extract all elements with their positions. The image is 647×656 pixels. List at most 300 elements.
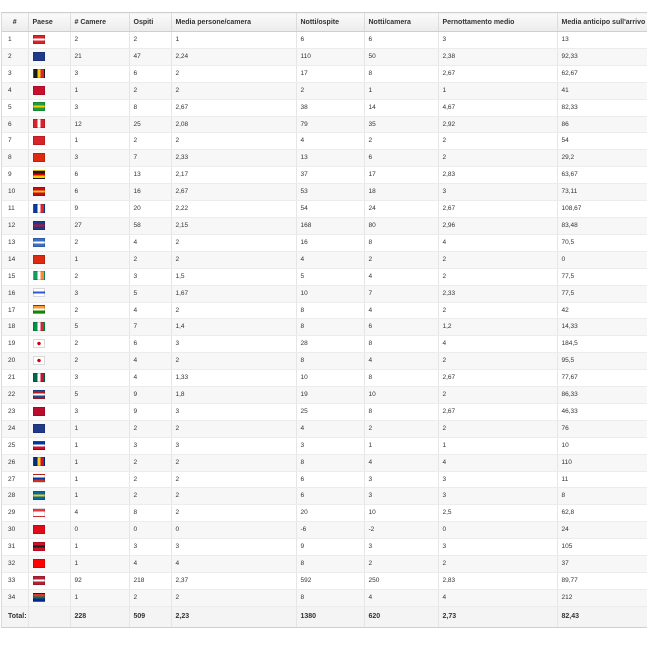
cell-avg-advance: 110 xyxy=(557,454,647,471)
cell-nights-room: 6 xyxy=(364,150,438,167)
cell-guests: 4 xyxy=(129,353,171,370)
cell-rooms: 1 xyxy=(70,82,129,99)
cell-nights-room: 4 xyxy=(364,268,438,285)
cell-rooms: 2 xyxy=(70,336,129,353)
korea-flag-icon xyxy=(33,356,45,365)
cell-nights-room: 3 xyxy=(364,471,438,488)
cell-rooms: 0 xyxy=(70,522,129,539)
cell-avg-stay: 2 xyxy=(438,420,557,437)
table-row xyxy=(2,353,647,370)
cell-avg-people-room: 1,4 xyxy=(171,319,296,336)
totals-nights-guest: 1380 xyxy=(296,606,364,627)
cell-country xyxy=(28,471,70,488)
cell-guests: 9 xyxy=(129,403,171,420)
cell-index: 34 xyxy=(2,589,28,606)
cell-nights-guest: 10 xyxy=(296,285,364,302)
brazil-flag-icon xyxy=(33,102,45,111)
cell-index: 18 xyxy=(2,319,28,336)
cell-avg-people-room: 2,37 xyxy=(171,573,296,590)
table-row xyxy=(2,234,647,251)
cell-guests: 4 xyxy=(129,302,171,319)
cell-country xyxy=(28,32,70,49)
cell-nights-guest: 8 xyxy=(296,589,364,606)
cell-rooms: 6 xyxy=(70,184,129,201)
cell-avg-people-room: 1,67 xyxy=(171,285,296,302)
newzealand-flag-icon xyxy=(33,424,45,433)
cell-nights-room: 3 xyxy=(364,539,438,556)
cell-country xyxy=(28,488,70,505)
cell-index: 14 xyxy=(2,251,28,268)
cell-nights-guest: 6 xyxy=(296,32,364,49)
cell-country xyxy=(28,82,70,99)
cell-country xyxy=(28,522,70,539)
cell-avg-advance: 83,48 xyxy=(557,217,647,234)
cell-nights-guest: 79 xyxy=(296,116,364,133)
cell-guests: 218 xyxy=(129,573,171,590)
cell-avg-people-room: 0 xyxy=(171,522,296,539)
cell-nights-guest: 6 xyxy=(296,488,364,505)
italy-flag-icon xyxy=(33,322,45,331)
table-row xyxy=(2,319,647,336)
table-row xyxy=(2,285,647,302)
cell-index: 26 xyxy=(2,454,28,471)
cell-guests: 8 xyxy=(129,505,171,522)
cell-rooms: 5 xyxy=(70,387,129,404)
cell-avg-people-room: 2 xyxy=(171,471,296,488)
cell-index: 30 xyxy=(2,522,28,539)
totals-avg-advance: 82,43 xyxy=(557,606,647,627)
cell-country xyxy=(28,319,70,336)
cell-avg-people-room: 2 xyxy=(171,420,296,437)
cell-country xyxy=(28,99,70,116)
cell-nights-guest: 16 xyxy=(296,234,364,251)
cell-nights-room: -2 xyxy=(364,522,438,539)
table-row xyxy=(2,471,647,488)
cell-avg-stay: 3 xyxy=(438,539,557,556)
cell-rooms: 1 xyxy=(70,420,129,437)
cell-nights-room: 35 xyxy=(364,116,438,133)
cell-country xyxy=(28,268,70,285)
cell-nights-guest: 28 xyxy=(296,336,364,353)
totals-country xyxy=(28,606,70,627)
cell-nights-guest: 592 xyxy=(296,573,364,590)
cell-avg-stay: 1,2 xyxy=(438,319,557,336)
cell-avg-advance: 82,33 xyxy=(557,99,647,116)
cell-rooms: 27 xyxy=(70,217,129,234)
table-row xyxy=(2,488,647,505)
cell-rooms: 3 xyxy=(70,99,129,116)
cell-avg-advance: 62,67 xyxy=(557,65,647,82)
cell-index: 16 xyxy=(2,285,28,302)
greece-flag-icon xyxy=(33,238,45,247)
cell-avg-advance: 41 xyxy=(557,82,647,99)
cell-nights-guest: 3 xyxy=(296,437,364,454)
cell-guests: 3 xyxy=(129,268,171,285)
cell-avg-people-room: 2 xyxy=(171,234,296,251)
cell-avg-advance: 42 xyxy=(557,302,647,319)
cell-index: 27 xyxy=(2,471,28,488)
cell-avg-stay: 2 xyxy=(438,556,557,573)
cell-nights-guest: 8 xyxy=(296,353,364,370)
cell-rooms: 21 xyxy=(70,48,129,65)
cell-index: 1 xyxy=(2,32,28,49)
cell-avg-people-room: 4 xyxy=(171,556,296,573)
totals-rooms: 228 xyxy=(70,606,129,627)
cell-nights-guest: 4 xyxy=(296,133,364,150)
cell-nights-room: 7 xyxy=(364,285,438,302)
table-row xyxy=(2,150,647,167)
cell-nights-guest: 6 xyxy=(296,471,364,488)
cell-nights-guest: 25 xyxy=(296,403,364,420)
cell-rooms: 1 xyxy=(70,589,129,606)
cell-nights-room: 8 xyxy=(364,336,438,353)
cell-index: 10 xyxy=(2,184,28,201)
israel-flag-icon xyxy=(33,288,45,297)
cell-country xyxy=(28,539,70,556)
cell-avg-people-room: 1,8 xyxy=(171,387,296,404)
cell-nights-guest: 2 xyxy=(296,82,364,99)
cell-avg-people-room: 2,08 xyxy=(171,116,296,133)
cell-nights-guest: 9 xyxy=(296,539,364,556)
cell-guests: 20 xyxy=(129,201,171,218)
mexico-flag-icon xyxy=(33,373,45,382)
cell-country xyxy=(28,184,70,201)
cell-index: 31 xyxy=(2,539,28,556)
cell-index: 24 xyxy=(2,420,28,437)
cell-country xyxy=(28,573,70,590)
cell-country xyxy=(28,420,70,437)
cell-avg-advance: 62,8 xyxy=(557,505,647,522)
cell-index: 9 xyxy=(2,167,28,184)
cell-avg-stay: 0 xyxy=(438,522,557,539)
cell-avg-advance: 76 xyxy=(557,420,647,437)
india-flag-icon xyxy=(33,305,45,314)
cell-avg-stay: 2 xyxy=(438,268,557,285)
table-row xyxy=(2,82,647,99)
table-body xyxy=(2,32,647,607)
cell-nights-room: 2 xyxy=(364,420,438,437)
cell-avg-stay: 2,67 xyxy=(438,201,557,218)
romania-flag-icon xyxy=(33,457,45,466)
cell-avg-people-room: 2,67 xyxy=(171,184,296,201)
cell-rooms: 6 xyxy=(70,167,129,184)
cell-guests: 47 xyxy=(129,48,171,65)
cell-nights-room: 4 xyxy=(364,302,438,319)
cell-rooms: 5 xyxy=(70,319,129,336)
cell-avg-stay: 2 xyxy=(438,387,557,404)
cell-avg-advance: 73,11 xyxy=(557,184,647,201)
cell-avg-stay: 4 xyxy=(438,234,557,251)
cell-avg-people-room: 2 xyxy=(171,589,296,606)
cell-nights-guest: 110 xyxy=(296,48,364,65)
cell-avg-people-room: 3 xyxy=(171,403,296,420)
cell-nights-room: 6 xyxy=(364,32,438,49)
cell-avg-advance: 29,2 xyxy=(557,150,647,167)
cell-avg-advance: 13 xyxy=(557,32,647,49)
table-row xyxy=(2,217,647,234)
table-row xyxy=(2,133,647,150)
cell-avg-advance: 24 xyxy=(557,522,647,539)
table-row xyxy=(2,556,647,573)
cell-rooms: 1 xyxy=(70,488,129,505)
cell-guests: 4 xyxy=(129,370,171,387)
cell-avg-people-room: 2 xyxy=(171,82,296,99)
cell-guests: 0 xyxy=(129,522,171,539)
cell-avg-advance: 92,33 xyxy=(557,48,647,65)
cell-avg-stay: 4 xyxy=(438,454,557,471)
col-header-guests[interactable]: Ospiti xyxy=(129,13,171,32)
table-row xyxy=(2,302,647,319)
netherlands-flag-icon xyxy=(33,390,45,399)
cell-nights-guest: 10 xyxy=(296,370,364,387)
cell-avg-advance: 108,67 xyxy=(557,201,647,218)
cell-avg-advance: 89,77 xyxy=(557,573,647,590)
cell-nights-guest: 13 xyxy=(296,150,364,167)
table-row xyxy=(2,522,647,539)
col-header-avg-stay[interactable]: Pernottamento medio xyxy=(438,13,557,32)
table-row xyxy=(2,505,647,522)
cell-country xyxy=(28,370,70,387)
cell-rooms: 1 xyxy=(70,454,129,471)
col-header-rooms[interactable]: # Camere xyxy=(70,13,129,32)
germany-flag-icon xyxy=(33,170,45,179)
cell-country xyxy=(28,387,70,404)
cell-index: 21 xyxy=(2,370,28,387)
totals-guests: 509 xyxy=(129,606,171,627)
cell-index: 17 xyxy=(2,302,28,319)
cell-country xyxy=(28,285,70,302)
belgium-flag-icon xyxy=(33,69,45,78)
cell-guests: 9 xyxy=(129,387,171,404)
cell-nights-room: 8 xyxy=(364,234,438,251)
cell-rooms: 3 xyxy=(70,403,129,420)
cell-country xyxy=(28,234,70,251)
cell-nights-room: 4 xyxy=(364,589,438,606)
cell-rooms: 2 xyxy=(70,268,129,285)
table-row xyxy=(2,184,647,201)
cell-guests: 2 xyxy=(129,420,171,437)
cell-avg-people-room: 1,5 xyxy=(171,268,296,285)
cell-nights-room: 14 xyxy=(364,99,438,116)
cell-guests: 4 xyxy=(129,556,171,573)
totals-avg-stay: 2,73 xyxy=(438,606,557,627)
table-row xyxy=(2,420,647,437)
spain-flag-icon xyxy=(33,187,45,196)
cell-avg-stay: 2,83 xyxy=(438,573,557,590)
table-row xyxy=(2,370,647,387)
singapore-flag-icon xyxy=(33,508,45,517)
cell-avg-people-room: 2 xyxy=(171,251,296,268)
cell-index: 13 xyxy=(2,234,28,251)
cell-index: 15 xyxy=(2,268,28,285)
cell-avg-people-room: 3 xyxy=(171,437,296,454)
cell-rooms: 1 xyxy=(70,437,129,454)
cell-avg-people-room: 1 xyxy=(171,32,296,49)
cell-avg-stay: 2 xyxy=(438,251,557,268)
cell-nights-room: 3 xyxy=(364,488,438,505)
cell-guests: 2 xyxy=(129,32,171,49)
cell-avg-advance: 14,33 xyxy=(557,319,647,336)
russia-flag-icon xyxy=(33,474,45,483)
cell-index: 4 xyxy=(2,82,28,99)
cell-guests: 2 xyxy=(129,133,171,150)
col-header-nights-room[interactable]: Notti/camera xyxy=(364,13,438,32)
cell-country xyxy=(28,589,70,606)
cell-country xyxy=(28,116,70,133)
cell-nights-room: 2 xyxy=(364,556,438,573)
cell-index: 2 xyxy=(2,48,28,65)
cell-guests: 2 xyxy=(129,471,171,488)
cell-guests: 13 xyxy=(129,167,171,184)
table-row xyxy=(2,437,647,454)
cell-rooms: 12 xyxy=(70,116,129,133)
australia-flag-icon xyxy=(33,52,45,61)
cell-avg-advance: 77,5 xyxy=(557,268,647,285)
cell-nights-room: 1 xyxy=(364,437,438,454)
cell-country xyxy=(28,556,70,573)
cell-index: 28 xyxy=(2,488,28,505)
cell-avg-people-room: 2 xyxy=(171,133,296,150)
cell-avg-people-room: 2 xyxy=(171,353,296,370)
cell-avg-people-room: 2 xyxy=(171,454,296,471)
cell-avg-people-room: 3 xyxy=(171,336,296,353)
cell-nights-room: 10 xyxy=(364,387,438,404)
cell-index: 29 xyxy=(2,505,28,522)
cell-avg-stay: 2,67 xyxy=(438,403,557,420)
cell-avg-stay: 3 xyxy=(438,184,557,201)
cell-rooms: 2 xyxy=(70,302,129,319)
cell-index: 20 xyxy=(2,353,28,370)
cell-guests: 4 xyxy=(129,234,171,251)
cell-avg-people-room: 2 xyxy=(171,505,296,522)
cell-avg-advance: 63,67 xyxy=(557,167,647,184)
cell-rooms: 1 xyxy=(70,556,129,573)
cell-nights-guest: 8 xyxy=(296,454,364,471)
table-row xyxy=(2,32,647,49)
country-stats-table xyxy=(2,12,647,628)
cell-avg-stay: 2,5 xyxy=(438,505,557,522)
cell-avg-people-room: 2,15 xyxy=(171,217,296,234)
table-row xyxy=(2,539,647,556)
taiwan-flag-icon xyxy=(33,559,45,568)
cell-rooms: 4 xyxy=(70,505,129,522)
cell-nights-guest: 4 xyxy=(296,420,364,437)
cell-country xyxy=(28,353,70,370)
cell-guests: 2 xyxy=(129,454,171,471)
table-header-row xyxy=(2,13,647,32)
cell-avg-advance: 86 xyxy=(557,116,647,133)
cell-avg-advance: 184,5 xyxy=(557,336,647,353)
cell-guests: 2 xyxy=(129,589,171,606)
cell-index: 11 xyxy=(2,201,28,218)
cell-guests: 6 xyxy=(129,336,171,353)
col-header-index[interactable]: # xyxy=(2,13,28,32)
table-row xyxy=(2,201,647,218)
cell-country xyxy=(28,133,70,150)
cell-avg-people-room: 2,22 xyxy=(171,201,296,218)
cell-nights-guest: 168 xyxy=(296,217,364,234)
cell-country xyxy=(28,201,70,218)
cell-avg-stay: 2,67 xyxy=(438,370,557,387)
col-header-avg-people-room[interactable]: Media persone/camera xyxy=(171,13,296,32)
cell-nights-room: 17 xyxy=(364,167,438,184)
cell-avg-advance: 10 xyxy=(557,437,647,454)
cell-rooms: 2 xyxy=(70,234,129,251)
cell-index: 3 xyxy=(2,65,28,82)
cell-avg-advance: 8 xyxy=(557,488,647,505)
cell-avg-people-room: 2 xyxy=(171,302,296,319)
cell-rooms: 2 xyxy=(70,353,129,370)
cell-rooms: 1 xyxy=(70,133,129,150)
col-header-avg-advance[interactable]: Media anticipo sull'arrivo xyxy=(557,13,647,32)
cell-rooms: 1 xyxy=(70,539,129,556)
cell-avg-people-room: 2,33 xyxy=(171,150,296,167)
cell-index: 19 xyxy=(2,336,28,353)
table-row xyxy=(2,589,647,606)
cell-country xyxy=(28,150,70,167)
cell-nights-guest: 53 xyxy=(296,184,364,201)
cell-avg-advance: 11 xyxy=(557,471,647,488)
cell-country xyxy=(28,403,70,420)
cell-avg-advance: 86,33 xyxy=(557,387,647,404)
table-row xyxy=(2,65,647,82)
philippines-flag-icon xyxy=(33,441,45,450)
cell-avg-advance: 70,5 xyxy=(557,234,647,251)
cell-index: 32 xyxy=(2,556,28,573)
cell-country xyxy=(28,65,70,82)
cell-avg-people-room: 2,17 xyxy=(171,167,296,184)
switzerland-flag-icon xyxy=(33,136,45,145)
cell-rooms: 92 xyxy=(70,573,129,590)
cell-avg-stay: 2 xyxy=(438,133,557,150)
cell-avg-stay: 2,67 xyxy=(438,65,557,82)
cell-nights-room: 250 xyxy=(364,573,438,590)
cell-avg-stay: 4 xyxy=(438,589,557,606)
cell-avg-advance: 37 xyxy=(557,556,647,573)
cell-country xyxy=(28,251,70,268)
cell-rooms: 9 xyxy=(70,201,129,218)
cell-avg-people-room: 2,24 xyxy=(171,48,296,65)
cell-index: 5 xyxy=(2,99,28,116)
cell-avg-advance: 46,33 xyxy=(557,403,647,420)
cell-avg-advance: 95,5 xyxy=(557,353,647,370)
cell-avg-stay: 2 xyxy=(438,150,557,167)
usa-flag-icon xyxy=(33,576,45,585)
cell-nights-room: 8 xyxy=(364,370,438,387)
cell-nights-room: 1 xyxy=(364,82,438,99)
cell-guests: 3 xyxy=(129,437,171,454)
cell-index: 25 xyxy=(2,437,28,454)
cell-avg-stay: 2,33 xyxy=(438,285,557,302)
cell-nights-guest: 20 xyxy=(296,505,364,522)
cell-nights-room: 4 xyxy=(364,353,438,370)
cell-nights-room: 4 xyxy=(364,454,438,471)
cell-nights-guest: 8 xyxy=(296,556,364,573)
cell-avg-stay: 3 xyxy=(438,471,557,488)
cell-avg-advance: 212 xyxy=(557,589,647,606)
cell-avg-stay: 4 xyxy=(438,336,557,353)
cell-nights-guest: 38 xyxy=(296,99,364,116)
cell-guests: 2 xyxy=(129,82,171,99)
col-header-country[interactable]: Paese xyxy=(28,13,70,32)
cell-avg-stay: 2,83 xyxy=(438,167,557,184)
cell-avg-people-room: 2,67 xyxy=(171,99,296,116)
cell-country xyxy=(28,454,70,471)
turkey-flag-icon xyxy=(33,525,45,534)
table-row xyxy=(2,387,647,404)
col-header-nights-guest[interactable]: Notti/ospite xyxy=(296,13,364,32)
sweden-flag-icon xyxy=(33,491,45,500)
